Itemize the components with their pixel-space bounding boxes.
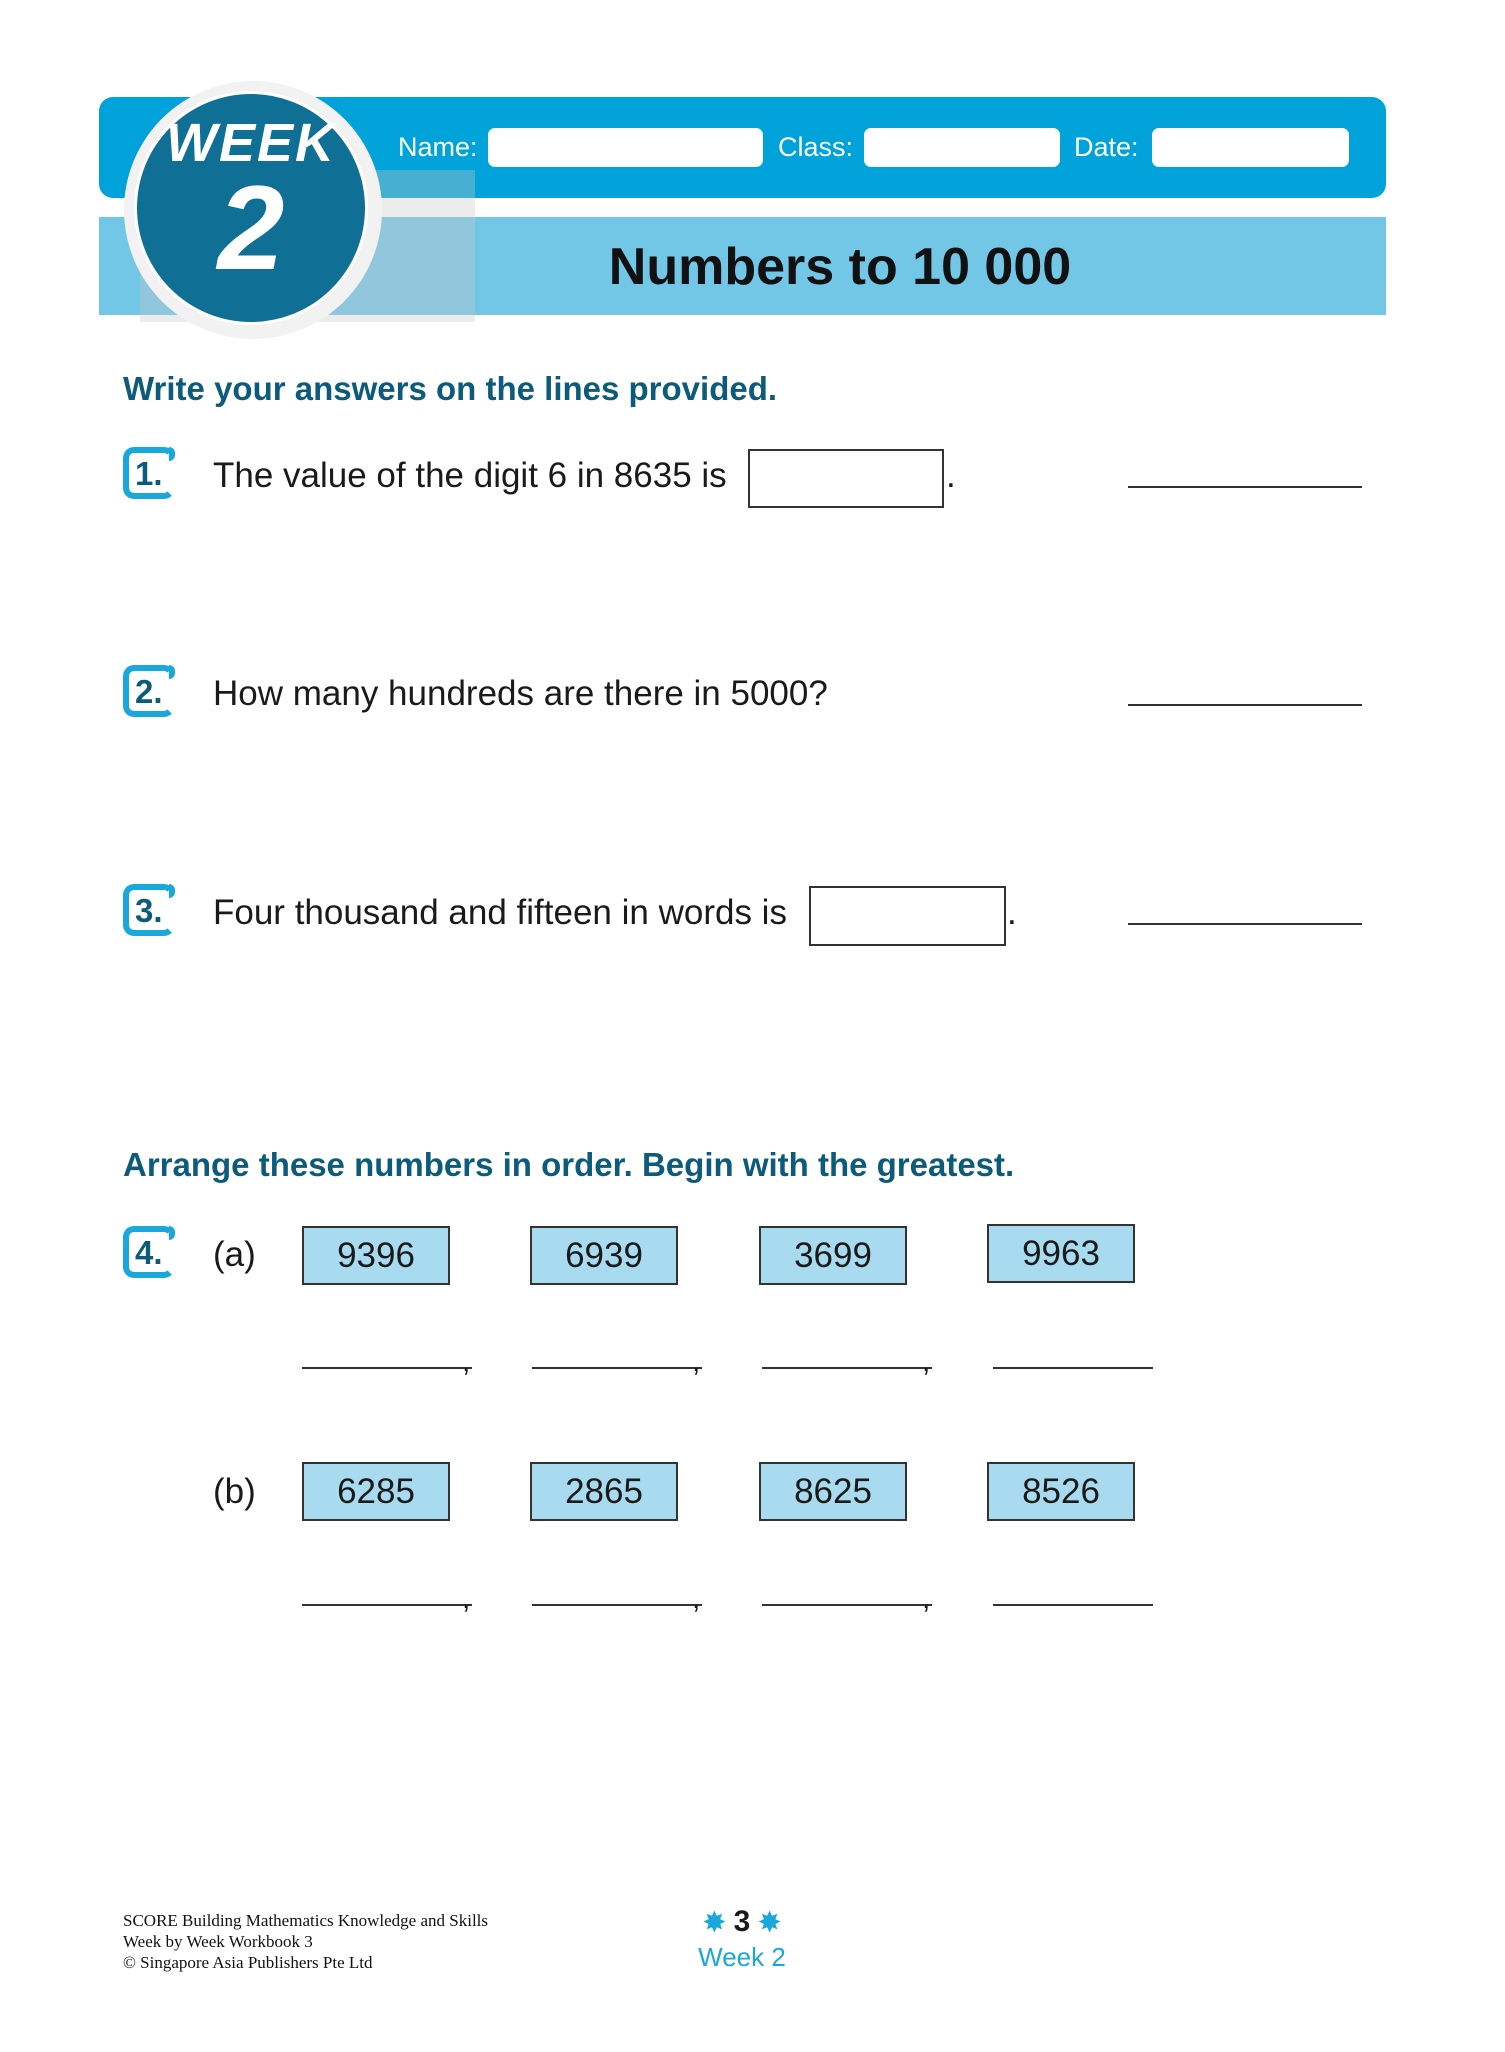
order-line[interactable] [532,1367,702,1369]
answer-line-3[interactable] [1128,923,1362,925]
answer-box-3[interactable] [809,886,1006,946]
question-number: 3. [135,892,163,929]
order-line[interactable] [532,1604,702,1606]
question-2-text: How many hundreds are there in 5000? [213,674,828,713]
footer-series: SCORE Building Mathematics Knowledge and Skills [123,1911,489,1930]
date-field[interactable] [1152,128,1349,167]
order-line[interactable] [762,1604,932,1606]
part-b-label: (b) [213,1472,256,1511]
period: . [1007,893,1017,932]
question-badge [123,447,175,499]
date-label: Date: [1074,132,1139,162]
comma: , [462,1582,471,1615]
answer-box-1[interactable] [748,449,944,508]
comma: , [462,1345,471,1378]
footer-week: Week 2 [698,1942,786,1972]
order-line[interactable] [993,1367,1153,1369]
footer-book: Week by Week Workbook 3 [123,1932,313,1951]
section2-instruction: Arrange these numbers in order. Begin with the greatest. [123,1146,1015,1183]
period: . [946,456,956,495]
question-3-text: Four thousand and fifteen in words is [213,893,787,932]
number-box: 9963 [987,1224,1135,1283]
star-icon: ✸ [758,1907,781,1937]
order-line[interactable] [302,1367,472,1369]
footer-copyright: © Singapore Asia Publishers Pte Ltd [123,1953,373,1972]
question-number: 2. [135,673,163,710]
number-box: 8526 [987,1462,1135,1521]
name-field[interactable] [488,128,763,167]
class-field[interactable] [864,128,1060,167]
section1-instruction: Write your answers on the lines provided. [123,370,778,407]
number-box: 2865 [530,1462,678,1521]
number-box: 9396 [302,1226,450,1285]
answer-line-1[interactable] [1128,486,1362,488]
question-badge [123,884,175,936]
number-box: 6285 [302,1462,450,1521]
order-line[interactable] [993,1604,1153,1606]
week-badge-label: WEEK [166,113,336,173]
number-box: 8625 [759,1462,907,1521]
page-number [690,1905,794,1939]
class-label: Class: [778,132,854,162]
comma: , [922,1582,931,1615]
week-badge-number: 2 [217,161,285,295]
order-line[interactable] [302,1604,472,1606]
page-title: Numbers to 10 000 [608,238,1072,296]
order-line[interactable] [762,1367,932,1369]
star-icon: ✸ [703,1907,726,1937]
part-a-label: (a) [213,1235,256,1274]
comma: , [692,1582,701,1615]
question-badge [123,665,175,717]
question-number: 1. [135,455,163,492]
comma: , [692,1345,701,1378]
question-1-text: The value of the digit 6 in 8635 is [213,456,727,495]
number-box: 3699 [759,1226,907,1285]
page-number-value: 3 [733,1905,751,1938]
question-number: 4. [135,1234,163,1271]
name-label: Name: [398,132,478,162]
comma: , [922,1345,931,1378]
answer-line-2[interactable] [1128,704,1362,706]
number-box: 6939 [530,1226,678,1285]
question-badge [123,1226,175,1278]
